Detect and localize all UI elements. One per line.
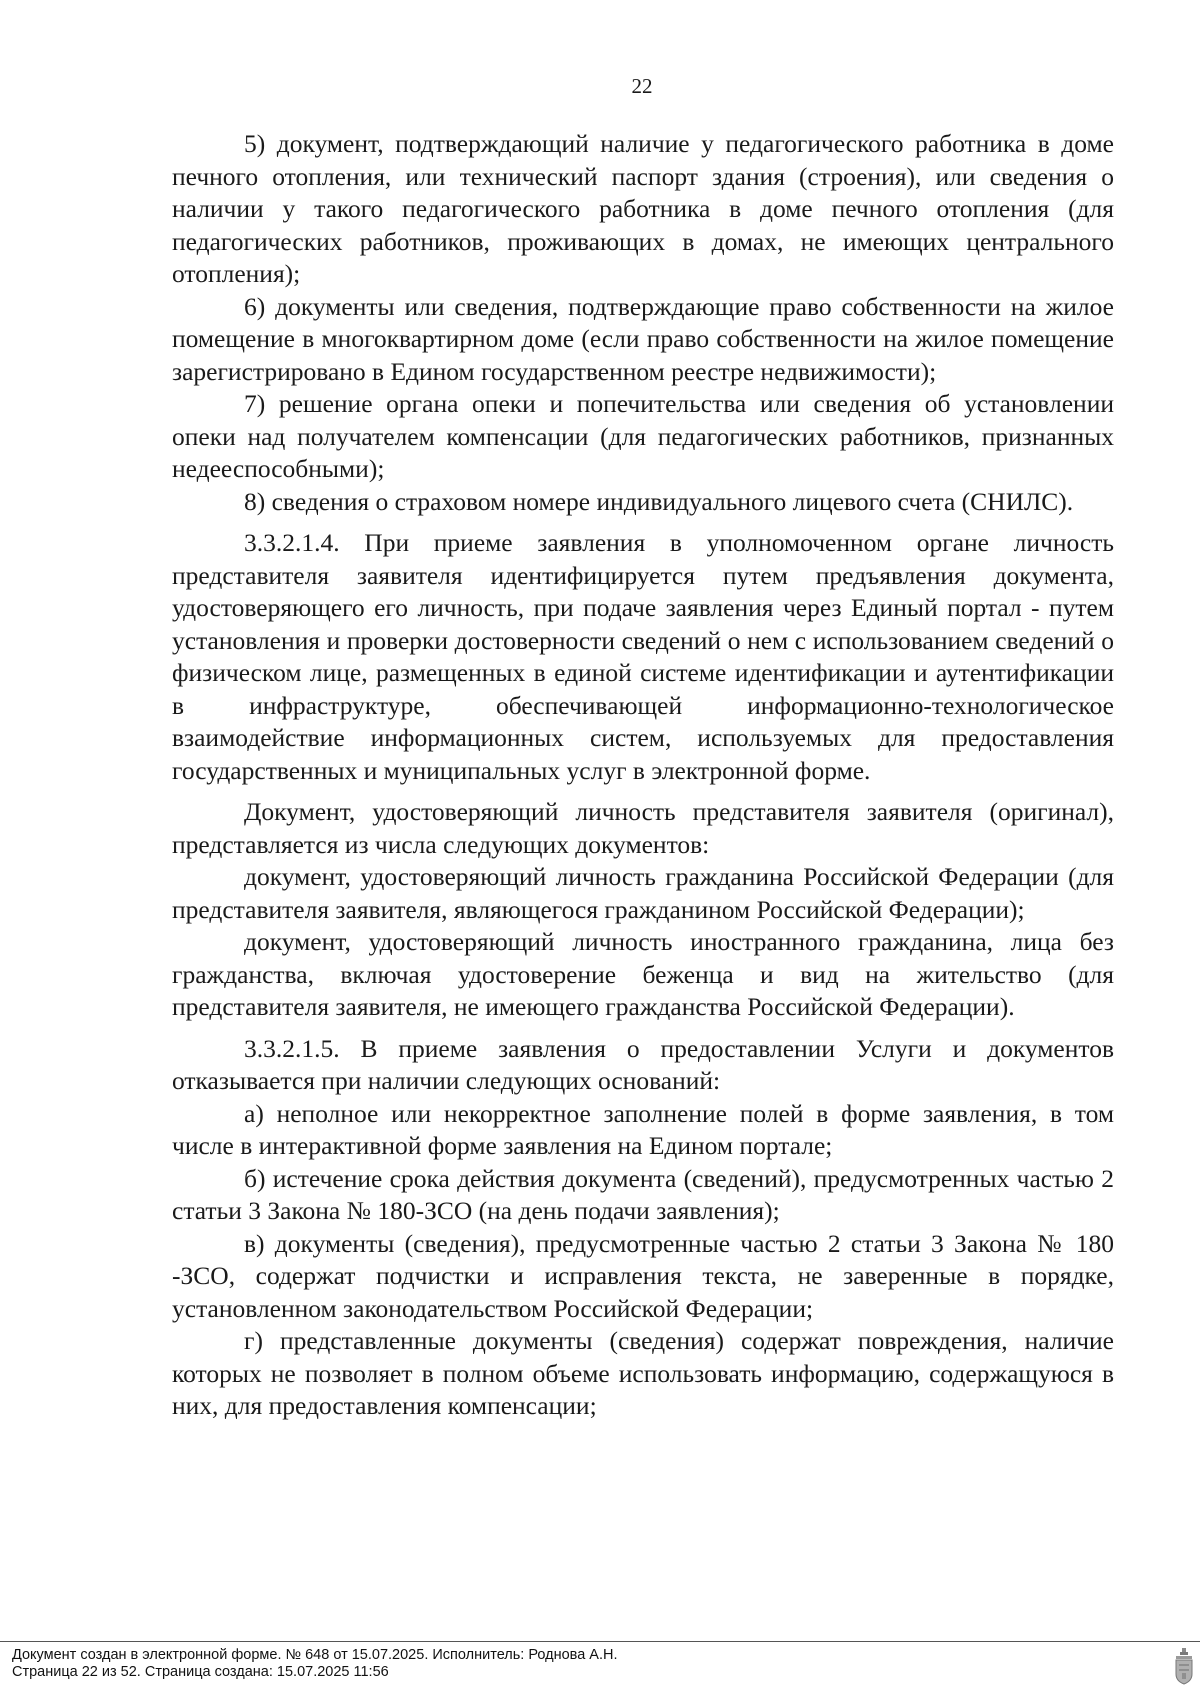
footer-line-page: Страница 22 из 52. Страница создана: 15.07.2025 11:56 — [12, 1664, 389, 1680]
paragraph-item-8: 8) сведения о страховом номере индивидуального лицевого счета (СНИЛС). — [244, 486, 1074, 516]
coat-of-arms-icon — [1173, 1646, 1195, 1686]
paragraph-reason-v: в) документы (сведения), предусмотренные частью 2 статьи 3 Закона № 180 -ЗСО, содержат подчистки и исправления текста, не заверенные в порядке, установленном законодательством Российской Федерации; — [172, 1228, 1114, 1323]
document-body — [172, 128, 1114, 1423]
paragraph-reason-g: г) представленные документы (сведения) содержат повреждения, наличие которых не позволяет в полном объеме использовать информацию, содержащуюся в них, для предоставления компенсации; — [172, 1326, 1114, 1420]
paragraph-reason-a: а) неполное или некорректное заполнение полей в форме заявления, в том числе в интерактивной форме заявления на Едином портале; — [172, 1098, 1114, 1160]
paragraph-item-5: 5) документ, подтверждающий наличие у педагогического работника в доме печного отопления, или технический паспорт здания (строения), или сведения о наличии у такого педагогического работника в доме печного отопления (для педагогических работников, проживающих в домах, не имеющих центрального отопления); — [172, 129, 1114, 288]
paragraph-representative-document: Документ, удостоверяющий личность представителя заявителя (оригинал), представляется из числа следующих документов: — [172, 797, 1114, 859]
paragraph-item-6: 6) документы или сведения, подтверждающие право собственности на жилое помещение в многоквартирном доме (если право собственности на жилое помещение зарегистрировано в Едином государственном реестре недвижимости); — [172, 291, 1114, 386]
paragraph-citizen-document: документ, удостоверяющий личность гражданина Российской Федерации (для представителя заявителя, являющегося гражданином Российской Федерации); — [172, 862, 1114, 924]
paragraph-item-7: 7) решение органа опеки и попечительства или сведения об установлении опеки над получателем компенсации (для педагогических работников, признанных недееспособными); — [172, 389, 1114, 483]
footer-text — [12, 1647, 618, 1681]
page-number: 22 — [631, 74, 653, 98]
footer-line-document: Документ создан в электронной форме. № 648 от 15.07.2025. Исполнитель: Роднова А.Н. — [12, 1647, 618, 1663]
paragraph-section-3-3-2-1-4: 3.3.2.1.4. При приеме заявления в уполномоченном органе личность представителя заявителя идентифицируется путем предъявления документа, удостоверяющего его личность, при подаче заявления через Единый портал - путем установления и проверки достоверности сведений о нем с использованием сведений о физическом лице, размещенных в единой системе идентификации и аутентификации в инфраструктуре, обеспечивающей информационно-технологическое взаимодействие информационных систем, используемых для предоставления государственных и муниципальных услуг в электронной форме. — [172, 528, 1114, 785]
footer — [0, 1641, 1200, 1680]
paragraph-reason-b: б) истечение срока действия документа (сведений), предусмотренных частью 2 статьи 3 Закона № 180-ЗСО (на день подачи заявления); — [172, 1163, 1114, 1225]
paragraph-foreign-document: документ, удостоверяющий личность иностранного гражданина, лица без гражданства, включая удостоверение беженца и вид на жительство (для представителя заявителя, не имеющего гражданства Российской Федерации). — [172, 927, 1114, 1021]
paragraph-section-3-3-2-1-5: 3.3.2.1.5. В приеме заявления о предоставлении Услуги и документов отказывается при наличии следующих оснований: — [172, 1033, 1114, 1095]
